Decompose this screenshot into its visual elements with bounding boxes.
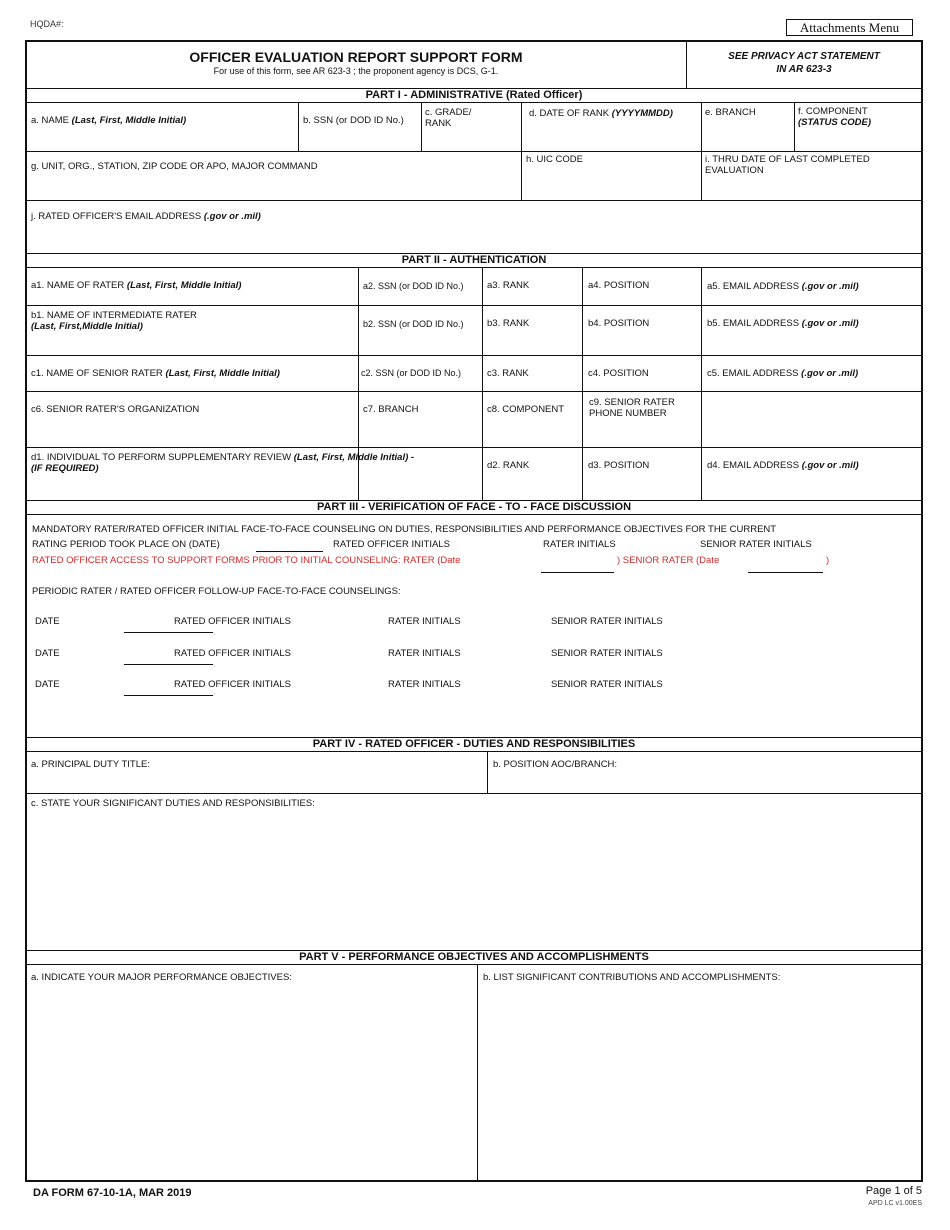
performance-objectives-field[interactable]: a. INDICATE YOUR MAJOR PERFORMANCE OBJECTIVES: [31,972,292,983]
divider [487,752,488,793]
followup-roi-label: RATED OFFICER INITIALS [174,648,292,659]
branch-field[interactable]: e. BRANCH [705,107,756,118]
counseling-date-label: RATING PERIOD TOOK PLACE ON (DATE) [32,539,220,550]
intermediate-rater-ssn-field[interactable]: b2. SSN (or DOD ID No.) [363,319,464,329]
initial-counseling-text: MANDATORY RATER/RATED OFFICER INITIAL FACE-TO-FACE COUNSELING ON DUTIES, RESPONSIBILITIES AND PERFORMANCE OBJECTIVES FOR THE CURRENT [32,524,777,535]
rated-officer-initials-label: RATED OFFICER INITIALS [333,539,451,550]
name-field[interactable]: a. NAME (Last, First, Middle Initial) [31,115,187,126]
intermediate-rater-position-field[interactable]: b4. POSITION [588,318,650,329]
intermediate-rater-label: b1. NAME OF INTERMEDIATE RATER [31,310,197,321]
followup-date-label: DATE [35,616,60,627]
followup-date-input[interactable] [124,664,213,665]
grade-field[interactable]: RANK [425,118,452,129]
senior-rater-access-text: ) SENIOR RATER (Date [617,555,720,566]
senior-rater-phone-label: c9. SENIOR RATER [589,397,675,408]
version-label: APD LC v1.00ES [868,1200,922,1207]
hqda-label: HQDA#: [30,19,64,29]
divider [421,103,422,151]
senior-rater-component-field[interactable]: c8. COMPONENT [487,404,565,415]
divider [298,103,299,151]
unit-field[interactable]: g. UNIT, ORG., STATION, ZIP CODE OR APO, MAJOR COMMAND [31,161,318,172]
divider [701,268,702,500]
part1-title: PART I - ADMINISTRATIVE (Rated Officer) [26,88,922,103]
followup-roi-label: RATED OFFICER INITIALS [174,616,292,627]
followup-row [0,648,950,668]
senior-rater-phone-field[interactable]: PHONE NUMBER [589,408,667,419]
form-number: DA FORM 67-10-1A, MAR 2019 [33,1187,192,1199]
rater-access-date-input[interactable] [541,572,614,573]
senior-rater-name-field[interactable]: c1. NAME OF SENIOR RATER (Last, First, Middle Initial) [31,368,280,379]
divider [26,793,922,794]
rater-name-field[interactable]: a1. NAME OF RATER (Last, First, Middle Initial) [31,280,242,291]
followup-row [0,616,950,636]
rated-officer-email-field[interactable]: j. RATED OFFICER'S EMAIL ADDRESS (.gov or .mil) [31,211,261,222]
divider [482,268,483,500]
rater-email-field[interactable]: a5. EMAIL ADDRESS (.gov or .mil) [707,281,859,292]
divider [26,355,922,356]
divider [26,391,922,392]
supplementary-reviewer-rank-field[interactable]: d2. RANK [487,460,530,471]
senior-rater-ssn-field[interactable]: c2. SSN (or DOD ID No.) [361,368,462,378]
thru-date-label: i. THRU DATE OF LAST COMPLETED [705,154,870,165]
divider [477,965,478,1181]
senior-rater-org-field[interactable]: c6. SENIOR RATER'S ORGANIZATION [31,404,200,415]
followup-roi-label: RATED OFFICER INITIALS [174,679,292,690]
supplementary-reviewer-email-field[interactable]: d4. EMAIL ADDRESS (.gov or .mil) [707,460,859,471]
date-of-rank-field[interactable]: d. DATE OF RANK (YYYYMMDD) [529,108,673,119]
supplementary-reviewer-field[interactable]: (IF REQUIRED) [31,463,99,474]
part4-title: PART IV - RATED OFFICER - DUTIES AND RESPONSIBILITIES [26,737,922,752]
grade-label1: c. GRADE/ [425,107,472,118]
followup-ri-label: RATER INITIALS [388,679,461,690]
senior-rater-initials-label: SENIOR RATER INITIALS [700,539,812,550]
form-subtitle: For use of this form, see AR 623-3 ; the proponent agency is DCS, G-1. [213,66,499,76]
position-aoc-branch-field[interactable]: b. POSITION AOC/BRANCH: [493,759,618,770]
page-number: Page 1 of 5 [865,1185,922,1197]
divider [26,305,922,306]
rater-position-field[interactable]: a4. POSITION [588,280,650,291]
attachments-menu-button[interactable]: Attachments Menu [786,19,913,36]
uic-field[interactable]: h. UIC CODE [526,154,584,165]
form-title: OFFICER EVALUATION REPORT SUPPORT FORM [189,49,523,65]
senior-rater-branch-field[interactable]: c7. BRANCH [363,404,419,415]
part3-title: PART III - VERIFICATION OF FACE - TO - FACE DISCUSSION [26,500,922,515]
periodic-counseling-label: PERIODIC RATER / RATED OFFICER FOLLOW-UP FACE-TO-FACE COUNSELINGS: [32,586,401,597]
part2-title: PART II - AUTHENTICATION [26,253,922,268]
senior-rater-rank-field[interactable]: c3. RANK [487,368,529,379]
followup-sri-label: SENIOR RATER INITIALS [551,648,663,659]
divider [794,103,795,151]
rater-rank-field[interactable]: a3. RANK [487,280,530,291]
senior-rater-email-field[interactable]: c5. EMAIL ADDRESS (.gov or .mil) [707,368,859,379]
supplementary-reviewer-position-field[interactable]: d3. POSITION [588,460,650,471]
intermediate-rater-rank-field[interactable]: b3. RANK [487,318,530,329]
closing-paren: ) [826,555,830,566]
contributions-accomplishments-field[interactable]: b. LIST SIGNIFICANT CONTRIBUTIONS AND ACCOMPLISHMENTS: [483,972,781,983]
divider [26,151,922,152]
followup-sri-label: SENIOR RATER INITIALS [551,616,663,627]
divider [582,268,583,500]
divider [358,268,359,500]
ssn-field[interactable]: b. SSN (or DOD ID No.) [303,115,404,126]
followup-date-label: DATE [35,679,60,690]
intermediate-rater-email-field[interactable]: b5. EMAIL ADDRESS (.gov or .mil) [707,318,859,329]
followup-ri-label: RATER INITIALS [388,616,461,627]
followup-sri-label: SENIOR RATER INITIALS [551,679,663,690]
rater-ssn-field[interactable]: a2. SSN (or DOD ID No.) [363,281,464,291]
privacy-act-line2: IN AR 623-3 [776,64,832,75]
followup-date-input[interactable] [124,632,213,633]
thru-date-field[interactable]: EVALUATION [705,165,764,176]
followup-ri-label: RATER INITIALS [388,648,461,659]
senior-rater-position-field[interactable]: c4. POSITION [588,368,649,379]
rater-initials-label: RATER INITIALS [543,539,616,550]
followup-date-label: DATE [35,648,60,659]
followup-row [0,679,950,699]
intermediate-rater-name-field[interactable]: (Last, First,Middle Initial) [31,321,143,332]
principal-duty-title-field[interactable]: a. PRINCIPAL DUTY TITLE: [31,759,150,770]
divider [26,200,922,201]
divider [26,447,922,448]
component-field[interactable]: (STATUS CODE) [798,117,872,128]
privacy-act-line1: SEE PRIVACY ACT STATEMENT [728,51,880,62]
access-support-forms-text: RATED OFFICER ACCESS TO SUPPORT FORMS PRIOR TO INITIAL COUNSELING: RATER (Date [32,555,461,566]
supplementary-reviewer-label: d1. INDIVIDUAL TO PERFORM SUPPLEMENTARY REVIEW (Last, First, Middle Initial) - [31,452,415,463]
significant-duties-field[interactable]: c. STATE YOUR SIGNIFICANT DUTIES AND RESPONSIBILITIES: [31,798,315,809]
followup-date-input[interactable] [124,695,213,696]
part5-title: PART V - PERFORMANCE OBJECTIVES AND ACCOMPLISHMENTS [26,950,922,965]
counseling-date-input[interactable] [256,551,323,552]
component-label: f. COMPONENT [798,106,868,117]
senior-rater-access-date-input[interactable] [748,572,823,573]
